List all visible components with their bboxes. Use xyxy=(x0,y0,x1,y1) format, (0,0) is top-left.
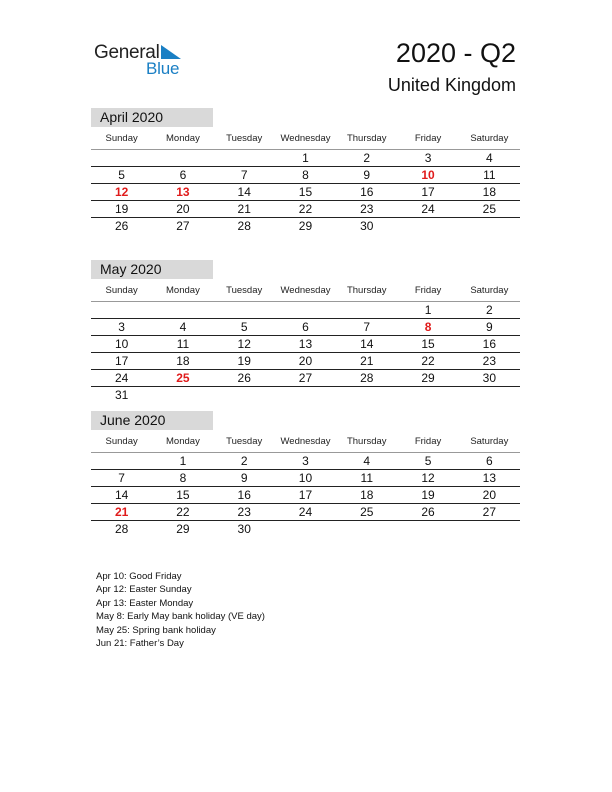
day-cell: 20 xyxy=(298,354,313,368)
day-cell: 8 xyxy=(179,471,187,485)
week-row xyxy=(91,487,520,504)
holiday-list xyxy=(96,570,265,650)
holiday-item: May 8: Early May bank holiday (VE day) xyxy=(96,611,265,623)
day-cell: 12 xyxy=(237,337,251,351)
week-row xyxy=(91,387,520,404)
day-cell: 1 xyxy=(302,151,309,165)
day-cell: 18 xyxy=(482,185,496,199)
week-row xyxy=(91,504,520,521)
weekday-label: Monday xyxy=(166,133,200,144)
week-row xyxy=(91,470,520,487)
weekday-header xyxy=(91,436,520,448)
month-label: April 2020 xyxy=(91,108,213,127)
day-cell: 2 xyxy=(240,454,248,468)
day-cell: 25 xyxy=(360,505,374,519)
day-cell: 22 xyxy=(421,354,435,368)
day-cell: 11 xyxy=(483,168,496,182)
weekday-label: Monday xyxy=(166,436,200,447)
day-cell: 11 xyxy=(360,471,373,485)
day-cell: 19 xyxy=(114,202,129,216)
weekday-label: Sunday xyxy=(105,436,138,447)
day-cell: 12 xyxy=(421,471,435,485)
day-cell: 27 xyxy=(176,219,190,233)
day-cell: 24 xyxy=(421,202,435,216)
day-cell: 8 xyxy=(302,168,309,182)
week-row xyxy=(91,336,520,353)
day-cell: 3 xyxy=(302,454,309,468)
weekday-label: Saturday xyxy=(470,285,509,296)
weekday-label: Thursday xyxy=(346,133,387,144)
page-title: 2020 - Q2 xyxy=(395,38,516,68)
day-cell xyxy=(214,387,275,404)
day-cell: 7 xyxy=(118,471,125,485)
month-label: June 2020 xyxy=(91,411,213,430)
day-cell: 23 xyxy=(237,505,251,519)
day-cell: 17 xyxy=(114,354,129,368)
day-cell: 6 xyxy=(179,168,187,182)
holiday-item: Jun 21: Father’s Day xyxy=(96,638,184,650)
day-cell xyxy=(214,302,275,318)
day-cell xyxy=(459,218,520,235)
day-cell: 4 xyxy=(363,454,371,468)
week-row xyxy=(91,201,520,218)
day-cell: 30 xyxy=(360,219,374,233)
day-cell: 8 xyxy=(424,320,432,334)
day-cell: 6 xyxy=(302,320,309,334)
day-cell: 17 xyxy=(298,488,313,502)
day-cell xyxy=(275,387,336,404)
day-cell: 11 xyxy=(176,337,190,351)
day-cell: 22 xyxy=(176,505,190,519)
day-cell: 15 xyxy=(421,337,435,351)
day-cell: 26 xyxy=(421,505,435,519)
weekday-label: Monday xyxy=(166,285,200,296)
generalblue-logo xyxy=(94,42,204,82)
weekday-label: Tuesday xyxy=(226,133,263,144)
day-cell: 1 xyxy=(424,303,432,317)
day-cell: 19 xyxy=(421,488,435,502)
day-cell: 3 xyxy=(424,151,432,165)
day-cell: 10 xyxy=(114,337,129,351)
weekday-label: Thursday xyxy=(346,436,387,447)
week-row xyxy=(91,218,520,235)
weekday-label: Wednesday xyxy=(280,133,331,144)
day-cell xyxy=(397,218,458,235)
day-cell xyxy=(459,521,520,538)
day-cell: 21 xyxy=(237,202,251,216)
month-may xyxy=(91,260,520,404)
day-cell xyxy=(152,150,213,166)
day-cell: 29 xyxy=(176,522,190,536)
day-cell: 18 xyxy=(360,488,374,502)
day-cell: 14 xyxy=(237,185,251,199)
day-cell xyxy=(275,302,336,318)
logo-blue-text: Blue xyxy=(146,59,180,78)
day-cell xyxy=(152,302,213,318)
week-row xyxy=(91,521,520,538)
day-cell: 12 xyxy=(114,185,129,199)
day-cell: 25 xyxy=(482,202,496,216)
day-cell xyxy=(91,302,152,318)
holiday-item: May 25: Spring bank holiday xyxy=(96,624,216,636)
day-cell: 15 xyxy=(298,185,313,199)
day-cell: 5 xyxy=(424,454,432,468)
day-cell: 19 xyxy=(237,354,251,368)
week-row xyxy=(91,453,520,470)
week-row xyxy=(91,184,520,201)
weekday-label: Saturday xyxy=(470,133,509,144)
day-cell: 14 xyxy=(360,337,374,351)
day-cell: 16 xyxy=(482,337,496,351)
day-cell: 2 xyxy=(485,303,493,317)
day-cell: 25 xyxy=(176,371,190,385)
week-row xyxy=(91,353,520,370)
day-cell: 16 xyxy=(237,488,251,502)
month-april xyxy=(91,108,520,235)
logo-general-text: General xyxy=(94,42,160,63)
weekday-label: Tuesday xyxy=(226,285,263,296)
day-cell: 2 xyxy=(363,151,371,165)
day-cell: 29 xyxy=(298,219,313,233)
day-cell: 9 xyxy=(240,471,248,485)
day-cell: 29 xyxy=(421,371,435,385)
week-row xyxy=(91,302,520,319)
day-cell: 30 xyxy=(482,371,496,385)
month-label: May 2020 xyxy=(91,260,213,279)
day-cell: 7 xyxy=(363,320,371,334)
week-row xyxy=(91,370,520,387)
week-row xyxy=(91,150,520,167)
week-row xyxy=(91,167,520,184)
day-cell xyxy=(91,150,152,166)
day-cell: 24 xyxy=(298,505,313,519)
day-cell: 13 xyxy=(482,471,496,485)
day-cell: 15 xyxy=(176,488,190,502)
day-cell: 20 xyxy=(482,488,496,502)
day-cell: 17 xyxy=(421,185,435,199)
day-cell: 30 xyxy=(237,522,251,536)
day-cell: 5 xyxy=(118,168,125,182)
day-cell xyxy=(397,521,458,538)
day-cell: 4 xyxy=(485,151,493,165)
weekday-header xyxy=(91,133,520,145)
day-cell: 28 xyxy=(360,371,374,385)
day-cell xyxy=(152,387,213,404)
weekday-label: Friday xyxy=(414,133,442,144)
weekday-header xyxy=(91,285,520,297)
day-cell: 10 xyxy=(298,471,313,485)
holiday-item: Apr 10: Good Friday xyxy=(96,571,182,582)
weekday-label: Sunday xyxy=(105,285,138,296)
day-cell: 3 xyxy=(118,320,125,334)
day-cell: 21 xyxy=(114,505,129,519)
day-cell xyxy=(214,150,275,166)
day-cell: 26 xyxy=(114,219,129,233)
week-row xyxy=(91,319,520,336)
day-cell: 31 xyxy=(114,388,129,402)
day-cell: 28 xyxy=(114,522,129,536)
day-cell: 16 xyxy=(360,185,374,199)
day-cell xyxy=(91,453,152,469)
holiday-item: Apr 13: Easter Monday xyxy=(96,597,194,609)
day-cell: 26 xyxy=(237,371,251,385)
country-name: United Kingdom xyxy=(387,75,516,95)
weekday-label: Friday xyxy=(414,436,442,447)
weekday-label: Saturday xyxy=(470,436,509,447)
weekday-label: Friday xyxy=(414,285,442,296)
day-cell: 27 xyxy=(298,371,313,385)
day-cell: 22 xyxy=(298,202,313,216)
day-cell: 6 xyxy=(485,454,493,468)
day-cell: 10 xyxy=(421,168,435,182)
day-cell: 13 xyxy=(176,185,190,199)
day-cell xyxy=(459,387,520,404)
day-cell: 5 xyxy=(240,320,248,334)
weekday-label: Tuesday xyxy=(226,436,263,447)
day-cell: 18 xyxy=(176,354,190,368)
day-cell: 9 xyxy=(363,168,371,182)
day-cell: 28 xyxy=(237,219,251,233)
day-cell xyxy=(336,521,397,538)
holiday-item: Apr 12: Easter Sunday xyxy=(96,584,192,596)
month-june xyxy=(91,411,520,538)
weekday-label: Wednesday xyxy=(280,285,331,296)
day-cell xyxy=(275,521,336,538)
day-cell: 9 xyxy=(485,320,493,334)
day-cell xyxy=(336,302,397,318)
day-cell: 13 xyxy=(298,337,313,351)
weekday-label: Wednesday xyxy=(280,436,331,447)
day-cell: 23 xyxy=(482,354,496,368)
weekday-label: Sunday xyxy=(105,133,138,144)
weekday-label: Thursday xyxy=(346,285,387,296)
day-cell: 14 xyxy=(114,488,129,502)
day-cell xyxy=(336,387,397,404)
day-cell: 27 xyxy=(482,505,496,519)
day-cell: 21 xyxy=(360,354,374,368)
day-cell: 7 xyxy=(240,168,248,182)
day-cell: 1 xyxy=(179,454,187,468)
day-cell: 20 xyxy=(176,202,190,216)
day-cell: 24 xyxy=(114,371,129,385)
day-cell: 4 xyxy=(179,320,187,334)
day-cell xyxy=(397,387,458,404)
day-cell: 23 xyxy=(360,202,374,216)
